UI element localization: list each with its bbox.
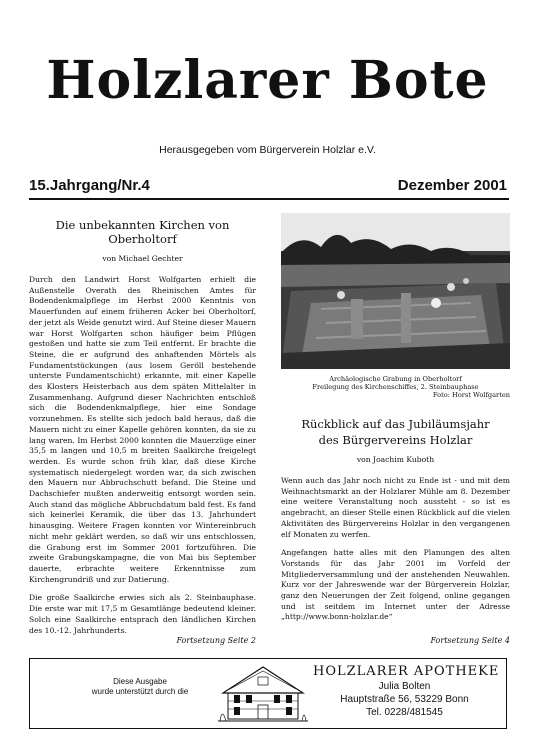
article-right-headline: des Bürgervereins Holzlar [318, 433, 473, 447]
pharmacy-address: Hauptstraße 56, 53229 Bonn [340, 694, 469, 705]
sponsor-note-line: Diese Ausgabe [113, 677, 167, 686]
photo-credit: Foto: Horst Wolfgarten [432, 391, 510, 399]
article-left-byline: von Michael Gechter [102, 254, 183, 263]
masthead-title: Holzlarer Bote [46, 50, 489, 111]
article-left [29, 218, 256, 644]
pharmacy-phone: Tel. 0228/481545 [366, 707, 443, 718]
article-left-continued: Fortsetzung Seite 2 [176, 636, 256, 645]
issue-date: Dezember 2001 [397, 177, 507, 194]
article-right-paragraph: Angefangen hatte alles mit den Planungen des alten Vorstands für das Jahr 2001 im Vorfeld der Mitgliederversammlung und der anstehenden Neuwahlen. Kurz vor der Jahreswende war der Bürgerverein Holzlar, ganz den Neuerungen der Zeit folgend, online gegangen und ist seitdem im Internet unter der Adresse „http://www.bonn-holzlar.de“ [281, 548, 510, 622]
article-right-continued: Fortsetzung Seite 4 [430, 636, 510, 645]
article-right-headline: Rückblick auf das Jubiläumsjahr [301, 417, 490, 431]
article-left-paragraph: Die große Saalkirche erwies sich als 2. Steinbauphase. Die erste war mit 17,5 m Gesamtlänge bedeutend kleiner. Solch eine Saalkirche entsprach den ländlichen Kirchen des 10.-12. Jahrhunderts. [29, 593, 256, 635]
pharmacy-owner: Julia Bolten [378, 681, 431, 692]
article-right-paragraph: Wenn auch das Jahr noch nicht zu Ende ist - und mit dem Weihnachtsmarkt an der Holzlarer Mühle am 8. Dezember eine weitere Veranstaltung noch aussteht - so ist es angebracht, an dieser Stelle einen Rückblick auf die vielen Aktivitäten des Bürgervereins Holzlar in den vergangenen elf Monaten zu werfen. [281, 476, 510, 539]
excavation-photo [281, 213, 510, 369]
article-left-paragraph: Durch den Landwirt Horst Wolfgarten erhielt die Außenstelle Overath des Rheinischen Amtes für Bodendenkmalpflege im Herbst 2000 Kenntnis von Mauerfunden auf einem früheren Acker bei Oberholtorf, der jetzt als Weide genutzt wird. Auf Steine dieser Mauern war Horst Wolfgarten schon häufiger beim Pflügen gestoßen und hatte sie zum Teil entfernt. Er brachte die Steine, die er aufgrund des anhaftenden Mörtels als Fundamentstückungen (aus losem Geröll bestehende unterste Fundamentschicht) erkannte, mit einer Kapelle des Klosters Heisterbach aus dem späten Mittelalter in Zusammenhang. Aufgrund dieser Nachrichten entschloß sich die Bodendenkmalpflege, hier eine Sondage vorzunehmen. Es stellte sich jedoch bald heraus, daß die Mauern nicht zu einer Kapelle gehören konnten, da sie zu lang waren. Im Herbst 2000 konnten die Mauerzüge einer 35,5 m langen und 10,5 m breiten Saalkirche freigelegt werden. Es wurde schon früh klar, daß diese Kirche systematisch niedergelegt worden war, da sich zwischen den Mauern nur Abbruchschutt befand. Die Steine und Dachschiefer mußten anderweitig entsorgt worden sein. Auch stand das mögliche Abbruchdatum bald fest. Es fand sich keinerlei Keramik, die über das 13. Jahrhundert hinausging. Weitere Fragen konnten vor Wintereinbruch nicht mehr geklärt werden, so daß wir uns entschlossen, die Grabung erst im Sommer 2001 fortzuführen. Die zweite Grabungskampagne, die von Mai bis September dauerte, erbrachte weitere Erkenntnisse zum Kirchengrundriß und zur Datierung. [29, 275, 256, 584]
photo-caption [281, 375, 510, 391]
issue-number: 15.Jahrgang/Nr.4 [29, 177, 150, 194]
photo-caption-line: Archäologische Grabung in Oberholtorf [329, 375, 462, 383]
sponsor-note-line: wurde unterstützt durch die [91, 687, 189, 696]
photo-caption-line: Freilegung des Kirchenschiffes, 2. Steinbauphase [312, 383, 479, 391]
header-rule [29, 198, 509, 200]
pharmacy-name: HOLZLARER APOTHEKE [313, 664, 500, 679]
article-right [281, 213, 510, 631]
article-right-byline: von Joachim Kuboth [356, 455, 435, 464]
pharmacy-advertisement [29, 658, 507, 729]
article-left-headline: Die unbekannten Kirchen von Oberholtorf [55, 218, 230, 246]
sponsor-note [60, 677, 220, 697]
pharmacy-building-icon [218, 663, 308, 725]
masthead-subtitle: Herausgegeben vom Bürgerverein Holzlar e.V. [159, 144, 376, 156]
excavation-photo-image [281, 213, 510, 369]
